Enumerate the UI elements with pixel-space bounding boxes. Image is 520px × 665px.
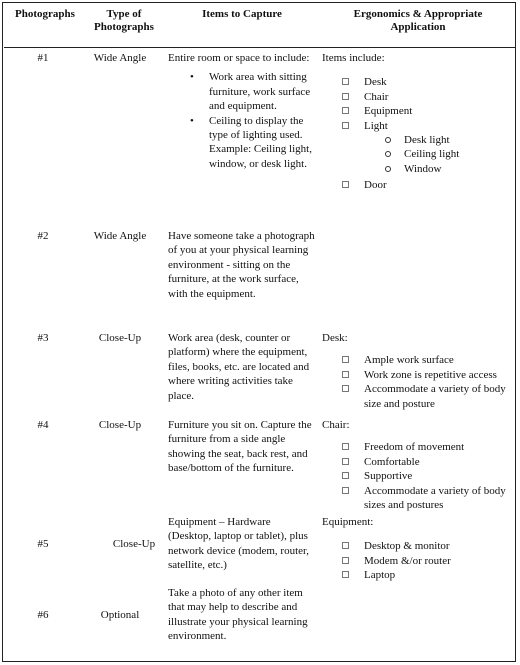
- ergo-title: Items include:: [322, 52, 385, 64]
- ergo-subitem: Desk light: [322, 133, 512, 147]
- ergo-item: Desk: [322, 75, 512, 89]
- ergo-item: Desktop & monitor: [322, 539, 512, 553]
- checkbox-icon: [342, 93, 349, 100]
- checkbox-icon: [342, 542, 349, 549]
- row3-type: Close-Up: [98, 332, 142, 344]
- ergo-item: Light: [322, 119, 512, 133]
- capture-bullet: • Work area with sitting furniture, work surface and equipment.: [168, 70, 316, 113]
- checkbox-icon: [342, 181, 349, 188]
- row3-number: #3: [37, 332, 49, 344]
- checkbox-icon: [342, 356, 349, 363]
- ergo-item: Chair: [322, 90, 512, 104]
- ergo-subitem: Window: [322, 162, 512, 176]
- checkbox-icon: [342, 487, 349, 494]
- header-type: Type of Photographs: [94, 8, 154, 33]
- row5-capture: Equipment – Hardware (Desktop, laptop or tablet), plus network device (modem, router, satellite, etc.): [168, 516, 309, 572]
- header-items: Items to Capture: [202, 8, 282, 20]
- header-ergonomics: Ergonomics & Appropriate Application: [353, 8, 483, 33]
- row3-ergonomics: [322, 331, 512, 411]
- ergo-item: Work zone is repetitive access: [322, 368, 512, 382]
- checkbox-icon: [342, 78, 349, 85]
- row5-number: #5: [37, 538, 49, 550]
- row1-capture-intro: Entire room or space to include:: [168, 52, 310, 64]
- ergo-item: Accommodate a variety of body sizes and postures: [322, 484, 512, 513]
- header-photographs: Photographs: [15, 8, 75, 20]
- checkbox-icon: [342, 107, 349, 114]
- header-divider: [4, 47, 516, 48]
- checkbox-icon: [342, 385, 349, 392]
- checkbox-icon: [342, 472, 349, 479]
- row4-capture: Furniture you sit on. Capture the furniture from a side angle showing the seat, back rest, and base/bottom of the furniture.: [168, 419, 312, 475]
- ergo-item: Accommodate a variety of body size and posture: [322, 382, 512, 411]
- ergo-title: Chair:: [322, 419, 350, 431]
- ergo-item: Freedom of movement: [322, 440, 512, 454]
- ergo-title: Equipment:: [322, 516, 374, 528]
- circle-bullet-icon: [385, 137, 391, 143]
- checkbox-icon: [342, 458, 349, 465]
- ergo-item: Equipment: [322, 104, 512, 118]
- row6-number: #6: [37, 609, 49, 621]
- ergo-item: Supportive: [322, 469, 512, 483]
- row3-capture: Work area (desk, counter or platform) where the equipment, files, books, etc. are located and where writing activities take place.: [168, 332, 310, 402]
- ergo-item: Door: [322, 178, 512, 192]
- row2-number: #2: [37, 230, 49, 242]
- circle-bullet-icon: [385, 151, 391, 157]
- row6-capture: Take a photo of any other item that may help to describe and illustrate your physical learning environment.: [168, 587, 308, 643]
- row5-ergonomics: [322, 515, 512, 583]
- ergo-subitem: Ceiling light: [322, 147, 512, 161]
- ergo-title: Desk:: [322, 332, 348, 344]
- row1-number: #1: [37, 52, 49, 64]
- checkbox-icon: [342, 571, 349, 578]
- row5-type: Close-Up: [112, 538, 156, 550]
- checkbox-icon: [342, 122, 349, 129]
- row1-ergonomics: [322, 51, 512, 193]
- row1-type: Wide Angle: [93, 52, 147, 64]
- circle-bullet-icon: [385, 166, 391, 172]
- ergo-item: Laptop: [322, 568, 512, 582]
- checkbox-icon: [342, 443, 349, 450]
- row1-capture: [168, 51, 316, 171]
- ergo-item: Modem &/or router: [322, 554, 512, 568]
- row4-number: #4: [37, 419, 49, 431]
- row4-type: Close-Up: [98, 419, 142, 431]
- capture-bullet: • Ceiling to display the type of lighting used. Example: Ceiling light, window, or desk light.: [168, 114, 316, 172]
- checkbox-icon: [342, 371, 349, 378]
- ergo-item: Comfortable: [322, 455, 512, 469]
- row4-ergonomics: [322, 418, 512, 512]
- checkbox-icon: [342, 557, 349, 564]
- row2-type: Wide Angle: [93, 230, 147, 242]
- row2-capture: Have someone take a photograph of you at your physical learning environment - sitting on the furniture, at the work surface, with the equipment.: [168, 230, 315, 300]
- row6-type: Optional: [100, 609, 140, 621]
- ergo-item: Ample work surface: [322, 353, 512, 367]
